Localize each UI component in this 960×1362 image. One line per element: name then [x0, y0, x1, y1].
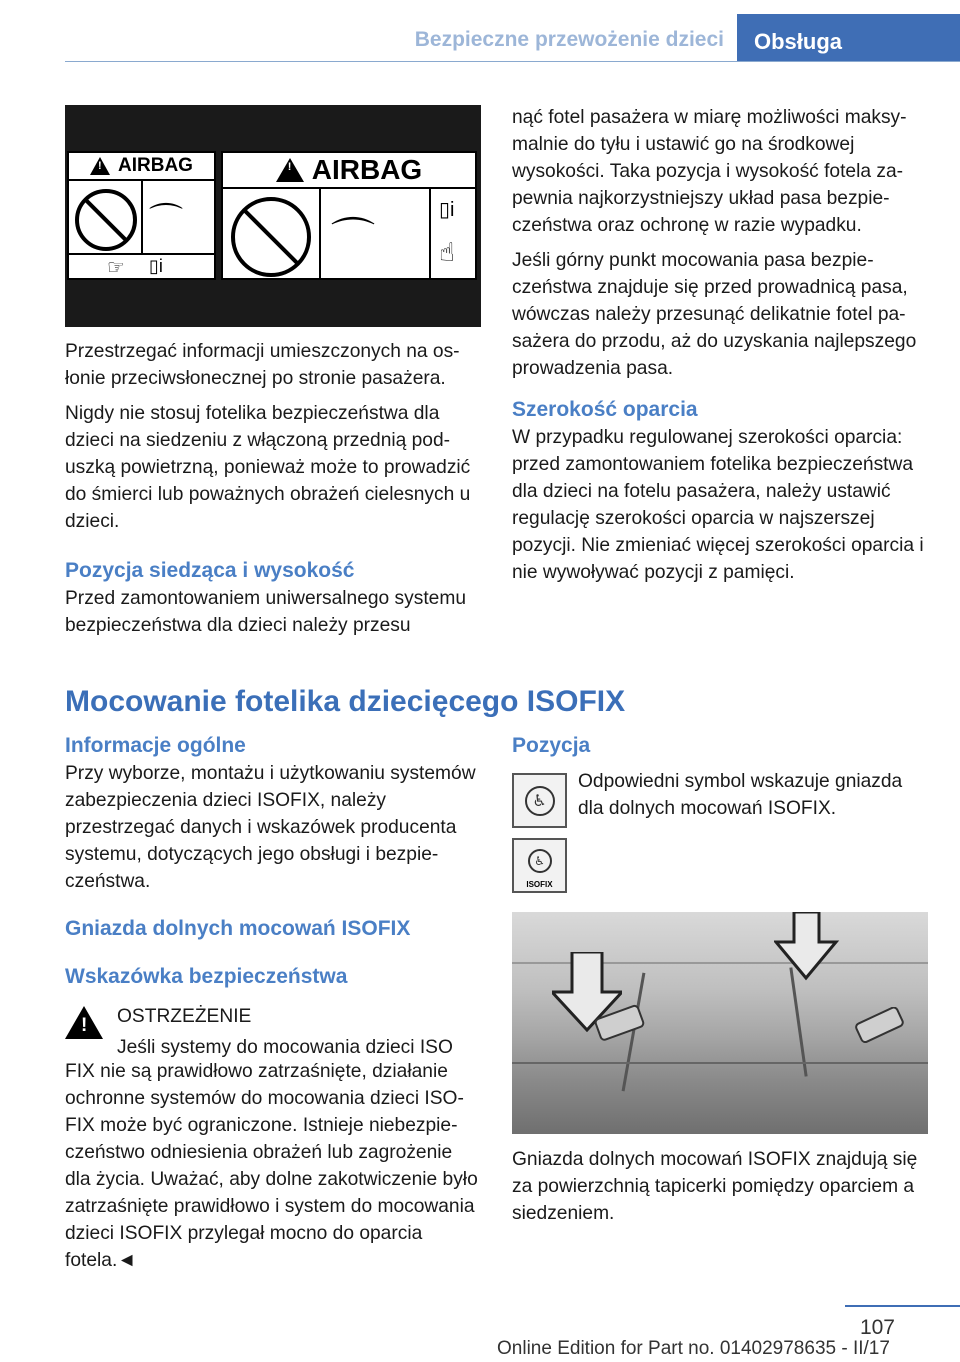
- page-header: [0, 0, 960, 62]
- backrest-width-heading: Szerokość oparcia: [512, 398, 698, 421]
- belt-guide-text: Jeśli górny punkt mocowania pasa bezpieczeństwa znajduje się przed prowadnicą pasa, wówczas należy przesunąć delikatnie fotel pasażera do przodu, aż do uzyskania najlepszego prowadzenia pasa.: [512, 250, 917, 379]
- right-column-upper: [512, 104, 928, 594]
- warning-text-first-line: Jeśli systemy do mocowania dzieci ISO: [117, 1037, 453, 1058]
- airbag-label-large-text: AIRBAG: [311, 154, 423, 185]
- seat-position-text-cont: nąć fotel pasażera w miarę możliwości maksymalnie do tyłu i ustawić go na środkowej wysokości. Taka pozycja i wysokość fotela zapewnia najkorzystniejszy układ pasa bezpieczeństwa oraz ochronę w razie wypadku.: [512, 107, 907, 236]
- isofix-seat-photo: [512, 912, 928, 1134]
- header-divider: [65, 61, 960, 62]
- general-info-text: Przy wyborze, montażu i użytkowaniu systemów zabezpieczenia dzieci ISOFIX, należy przestrzegać danych i wskazówek producenta systemu, dotyczących jego obsługi i bezpieczeństwa.: [65, 763, 476, 892]
- isofix-sockets-heading: Gniazda dolnych mocowań ISOFIX: [65, 917, 411, 940]
- isofix-seat-symbol-icon: ♿: [512, 773, 567, 828]
- isofix-main-heading: Mocowanie fotelika dziecięcego ISOFIX: [65, 685, 626, 718]
- warning-block: [117, 1003, 481, 1061]
- footer-divider: [845, 1305, 960, 1307]
- seat-airbag-icon: ⌒: [331, 215, 375, 264]
- sun-visor-info-text: Przestrzegać informacji umieszczonych na osłonie przeciwsłonecznej po stronie pasażera.: [65, 341, 460, 389]
- edition-footer: Online Edition for Part no. 01402978635 - II/17: [497, 1338, 890, 1359]
- backrest-width-text: W przypadku regulowanej szerokości oparcia: przed zamontowaniem fotelika bezpieczeństwa dla dzieci na fotelu pasażera, należy ustawić regulację szerokości oparcia w najszerszej pozycji. Nie zmieniać więcej szerokości oparcia i nie wywoływać pozycji z pamięci.: [512, 427, 924, 583]
- warning-label: OSTRZEŻENIE: [117, 1006, 252, 1027]
- pointing-hand-icon: ☞: [107, 257, 125, 279]
- safety-note-heading: Wskazówka bezpieczeństwa: [65, 965, 348, 988]
- seat-photo-caption: [512, 1146, 932, 1235]
- symbol-description-text: Odpowiedni symbol wskazuje gniazda dla dolnych mocowań ISOFIX.: [578, 771, 903, 819]
- warning-text-block: [65, 1058, 481, 1282]
- airbag-label-image: [65, 105, 481, 327]
- isofix-icon-label: ISOFIX: [526, 880, 553, 889]
- seat-airbag-icon: ⌒: [149, 202, 183, 240]
- airbag-label-large: [221, 151, 477, 280]
- isofix-labeled-symbol-icon: ♿ ISOFIX: [512, 838, 567, 893]
- left-column-lower: [65, 732, 481, 991]
- warning-triangle-icon: [90, 157, 110, 175]
- manual-book-icon: ▯i: [439, 199, 455, 221]
- airbag-label-small-text: AIRBAG: [118, 155, 193, 176]
- seat-position-heading: Pozycja siedząca i wysokość: [65, 559, 355, 582]
- no-child-seat-icon: [75, 189, 137, 251]
- position-heading: Pozycja: [512, 734, 591, 757]
- left-column-upper: [65, 338, 481, 647]
- airbag-label-small: [67, 151, 216, 280]
- arrow-right-icon: [774, 912, 844, 982]
- seat-position-text: Przed zamontowaniem uniwersalnego systemu bezpieczeństwa dla dzieci należy przesu: [65, 588, 466, 636]
- general-info-heading: Informacje ogólne: [65, 734, 246, 757]
- warning-text-rest: FIX nie są prawidłowo zatrzaśnięte, działanie ochronne systemów do mocowania dzieci ISOFIX może być ograniczone. Istnieje niebezpieczeństwo odniesienia obrażeń lub zagrożenie dla życia. Uważać, aby dolne zakotwiczenie było zatrzaśnięte prawidłowo i system do mocowania dzieci ISOFIX przylegał mocno do oparcia fotela.: [65, 1061, 478, 1271]
- seat-photo-caption-text: Gniazda dolnych mocowań ISOFIX znajdują się za powierzchnią tapicerki pomiędzy oparciem a siedzeniem.: [512, 1149, 918, 1224]
- header-tab-obsluga[interactable]: Obsługa: [737, 14, 960, 62]
- pointing-finger-icon: ☝: [439, 237, 455, 267]
- page-number: 107: [859, 1316, 895, 1339]
- warning-triangle-icon: [276, 158, 304, 182]
- warning-icon: [65, 1006, 103, 1039]
- manual-book-icon: ▯i: [149, 256, 163, 276]
- isofix-buckle-right: [852, 1007, 912, 1047]
- header-section-title: Bezpieczne przewożenie dzieci: [414, 28, 724, 51]
- symbol-description: [578, 768, 928, 830]
- no-child-seat-icon: [231, 197, 311, 277]
- airbag-warning-text: Nigdy nie stosuj fotelika bezpieczeństwa dla dzieci na siedzeniu z włączoną przednią poduszką powietrzną, ponieważ może to prowadzić do śmierci lub poważnych obrażeń cielesnych u dzieci.: [65, 403, 471, 532]
- isofix-buckle-left: [592, 1002, 652, 1052]
- end-mark-icon: ◄: [117, 1250, 137, 1271]
